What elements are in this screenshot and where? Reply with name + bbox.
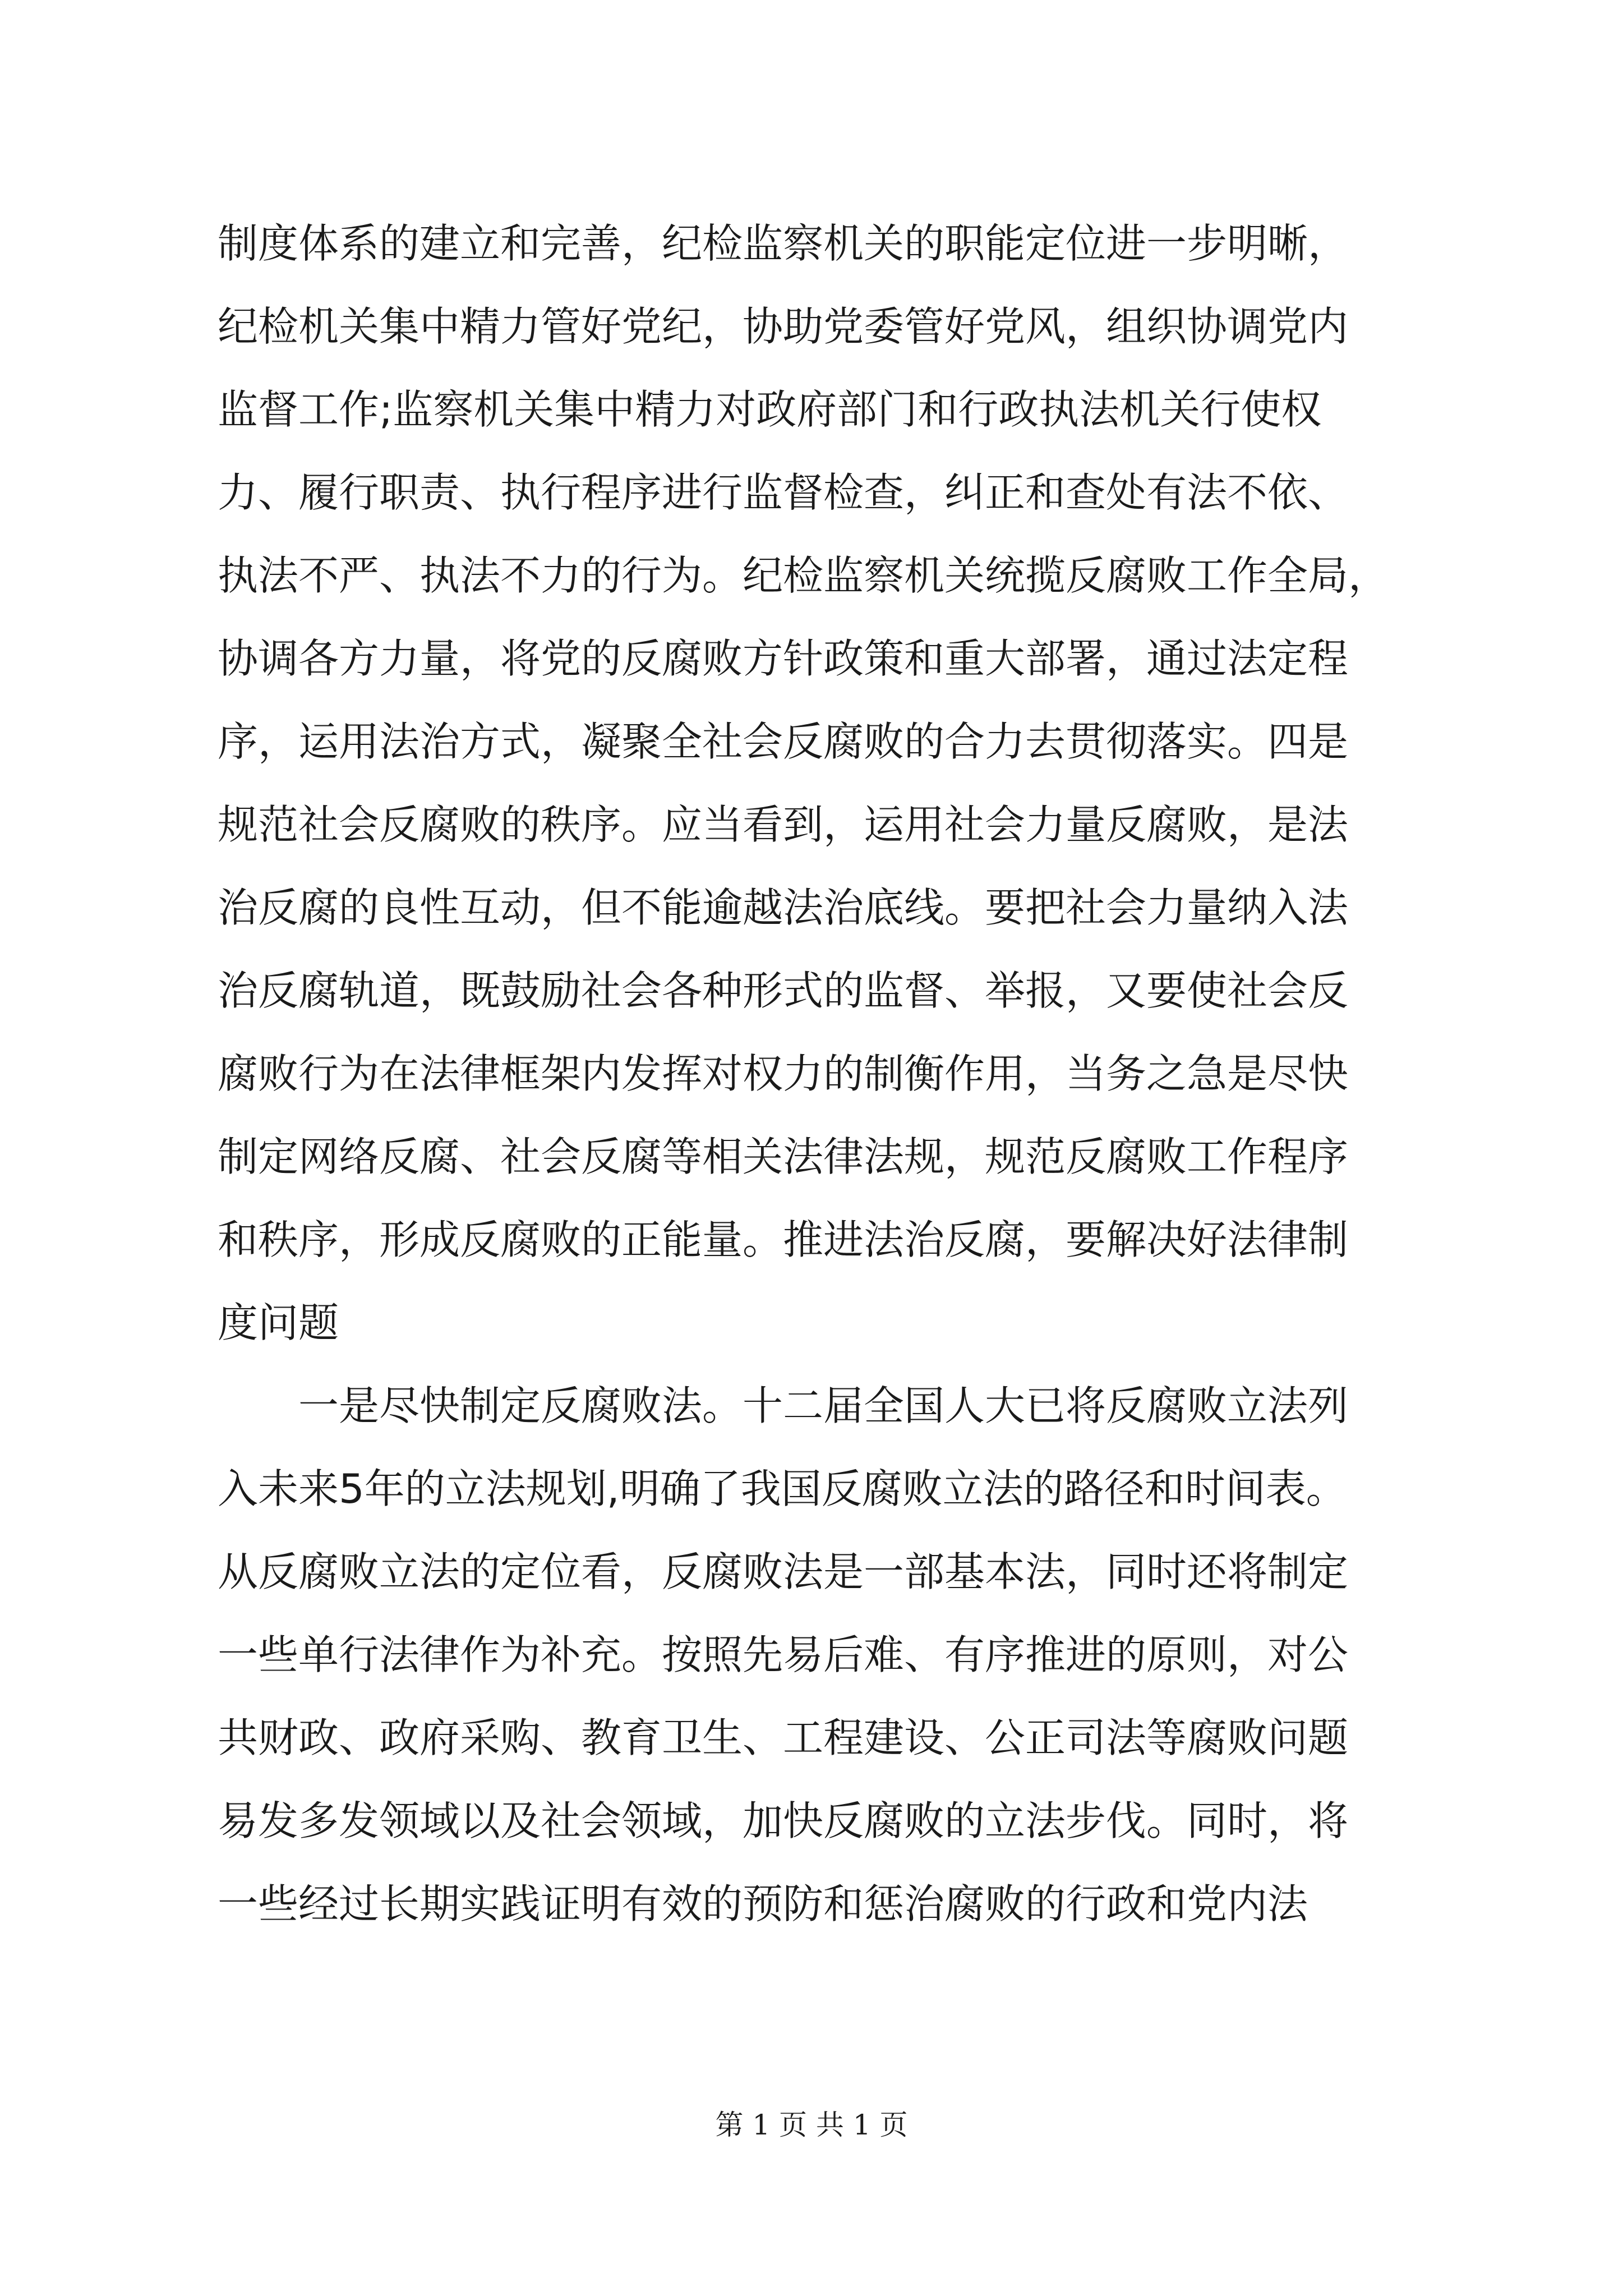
text-line: 制定网络反腐、社会反腐等相关法律法规，规范反腐败工作程序 bbox=[218, 1133, 1349, 1180]
paragraph-first-line: 一是尽快制定反腐败法。十二届全国人大已将反腐败立法列 bbox=[298, 1382, 1349, 1429]
text-line: 协调各方力量，将党的反腐败方针政策和重大部署，通过法定程 bbox=[218, 635, 1349, 682]
page-number-label: 第 1 页 共 1 页 bbox=[715, 2109, 908, 2141]
text-line: 易发多发领域以及社会领域，加快反腐败的立法步伐。同时，将 bbox=[218, 1797, 1349, 1844]
text-line: 一些经过长期实践证明有效的预防和惩治腐败的行政和党内法 bbox=[218, 1880, 1308, 1927]
text-line: 度问题 bbox=[218, 1299, 339, 1346]
text-line: 监督工作;监察机关集中精力对政府部门和行政执法机关行使权 bbox=[218, 386, 1322, 433]
text-line: 共财政、政府采购、教育卫生、工程建设、公正司法等腐败问题 bbox=[218, 1714, 1349, 1761]
page-footer bbox=[0, 2102, 1623, 2143]
text-line: 执法不严、执法不力的行为。纪检监察机关统揽反腐败工作全局， bbox=[218, 552, 1389, 599]
text-line: 力、履行职责、执行程序进行监督检查，纠正和查处有法不依、 bbox=[218, 469, 1349, 516]
text-line: 腐败行为在法律框架内发挥对权力的制衡作用，当务之急是尽快 bbox=[218, 1050, 1349, 1097]
document-body bbox=[218, 202, 1412, 1945]
text-line: 治反腐轨道，既鼓励社会各种形式的监督、举报，又要使社会反 bbox=[218, 967, 1349, 1014]
text-line: 规范社会反腐败的秩序。应当看到，运用社会力量反腐败，是法 bbox=[218, 801, 1349, 848]
text-line: 入未来5年的立法规划,明确了我国反腐败立法的路径和时间表。 bbox=[218, 1465, 1347, 1512]
text-line: 和秩序，形成反腐败的正能量。推进法治反腐，要解决好法律制 bbox=[218, 1216, 1349, 1263]
text-line: 治反腐的良性互动，但不能逾越法治底线。要把社会力量纳入法 bbox=[218, 884, 1349, 931]
text-line: 一些单行法律作为补充。按照先易后难、有序推进的原则，对公 bbox=[218, 1631, 1349, 1678]
text-line: 纪检机关集中精力管好党纪，协助党委管好党风，组织协调党内 bbox=[218, 303, 1349, 350]
text-line: 制度体系的建立和完善，纪检监察机关的职能定位进一步明晰， bbox=[218, 220, 1349, 267]
text-line: 从反腐败立法的定位看，反腐败法是一部基本法，同时还将制定 bbox=[218, 1548, 1349, 1595]
text-line: 序，运用法治方式，凝聚全社会反腐败的合力去贯彻落实。四是 bbox=[218, 718, 1349, 765]
